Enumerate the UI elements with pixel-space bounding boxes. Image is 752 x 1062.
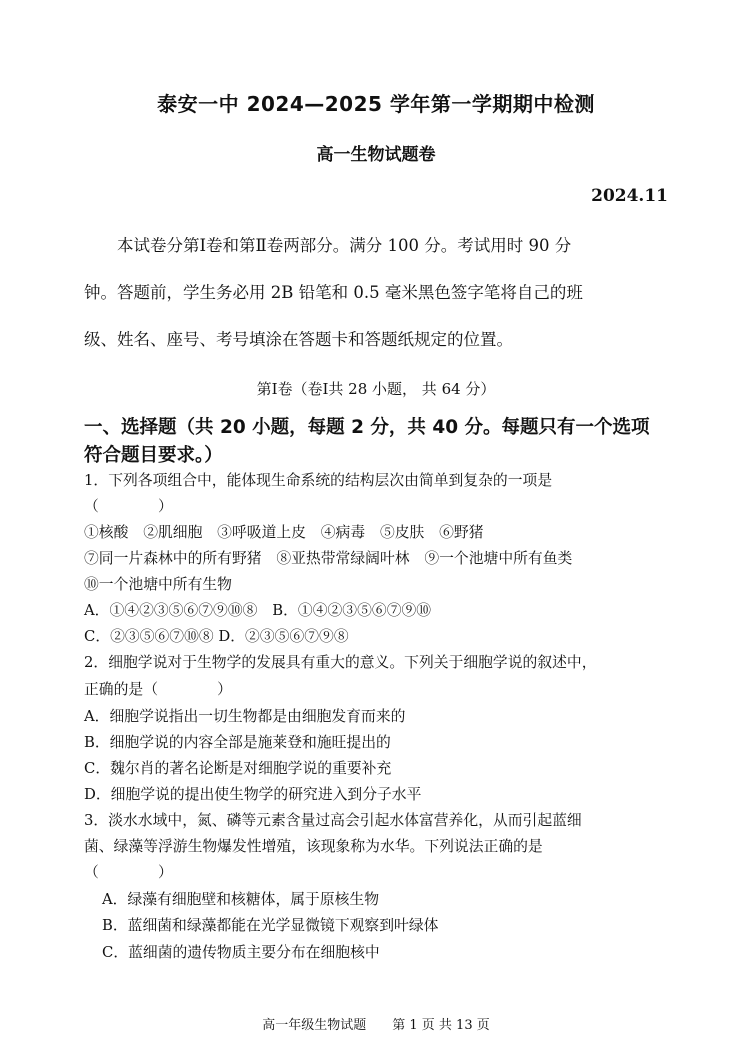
q2-stem-1: 2．细胞学说对于生物学的发展具有重大的意义。下列关于细胞学说的叙述中， [84,654,597,671]
part-heading: 第Ⅰ卷（卷Ⅰ共 28 小题， 共 64 分） [256,380,496,398]
exam-subtitle: 高一生物试题卷 [316,145,436,165]
q3-stem-2: 菌、绿藻等浮游生物爆发性增殖，该现象称为水华。下列说法正确的是 [84,838,543,855]
q3-stem-1: 3．淡水水域中，氮、磷等元素含量过高会引起水体富营养化，从而引起蓝细 [84,812,582,829]
q1-items-2: ⑦同一片森林中的所有野猪 ⑧亚热带常绿阔叶林 ⑨一个池塘中所有鱼类 [84,550,573,567]
section-heading-line-2: 符合题目要求。） [84,445,223,466]
q3-option-a: A．绿藻有细胞壁和核糖体，属于原核生物 [102,891,380,908]
section-heading-line-1: 一、选择题（共 20 小题，每题 2 分，共 40 分。每题只有一个选项 [84,417,650,438]
q2-option-d: D．细胞学说的提出使生物学的研究进入到分子水平 [84,786,422,803]
q2-stem-2: 正确的是（ ） [84,681,232,698]
q2-option-c: C．魏尔肖的著名论断是对细胞学说的重要补充 [84,760,392,777]
q2-option-b: B．细胞学说的内容全部是施莱登和施旺提出的 [84,734,391,751]
intro-line-3: 级、姓名、座号、考号填涂在答题卡和答题纸规定的位置。 [84,330,513,349]
exam-date: 2024.11 [591,186,668,206]
q1-items-3: ⑩一个池塘中所有生物 [84,576,232,593]
q1-options-2: C．②③⑤⑥⑦⑩⑧ D．②③⑤⑥⑦⑨⑧ [84,628,349,645]
q3-option-c: C．蓝细菌的遗传物质主要分布在细胞核中 [102,944,380,961]
q1-options-1: A．①④②③⑤⑥⑦⑨⑩⑧ B．①④②③⑤⑥⑦⑨⑩ [84,602,432,619]
q1-stem: 1．下列各项组合中，能体现生命系统的结构层次由简单到复杂的一项是 [84,472,553,489]
q3-blank: （ ） [84,864,173,881]
q3-option-b: B．蓝细菌和绿藻都能在光学显微镜下观察到叶绿体 [102,917,439,934]
page-footer: 高一年级生物试题 第 1 页 共 13 页 [262,1018,490,1033]
q2-option-a: A．细胞学说指出一切生物都是由细胞发育而来的 [84,708,406,725]
intro-line-1: 本试卷分第Ⅰ卷和第Ⅱ卷两部分。满分 100 分。考试用时 90 分 [84,236,572,255]
q1-items-1: ①核酸 ②肌细胞 ③呼吸道上皮 ④病毒 ⑤皮肤 ⑥野猪 [84,524,484,541]
q1-blank: （ ） [84,498,173,515]
exam-title: 泰安一中 2024—2025 学年第一学期期中检测 [157,92,595,116]
intro-line-2: 钟。答题前，学生务必用 2B 铅笔和 0.5 毫米黑色签字笔将自己的班 [84,283,583,302]
